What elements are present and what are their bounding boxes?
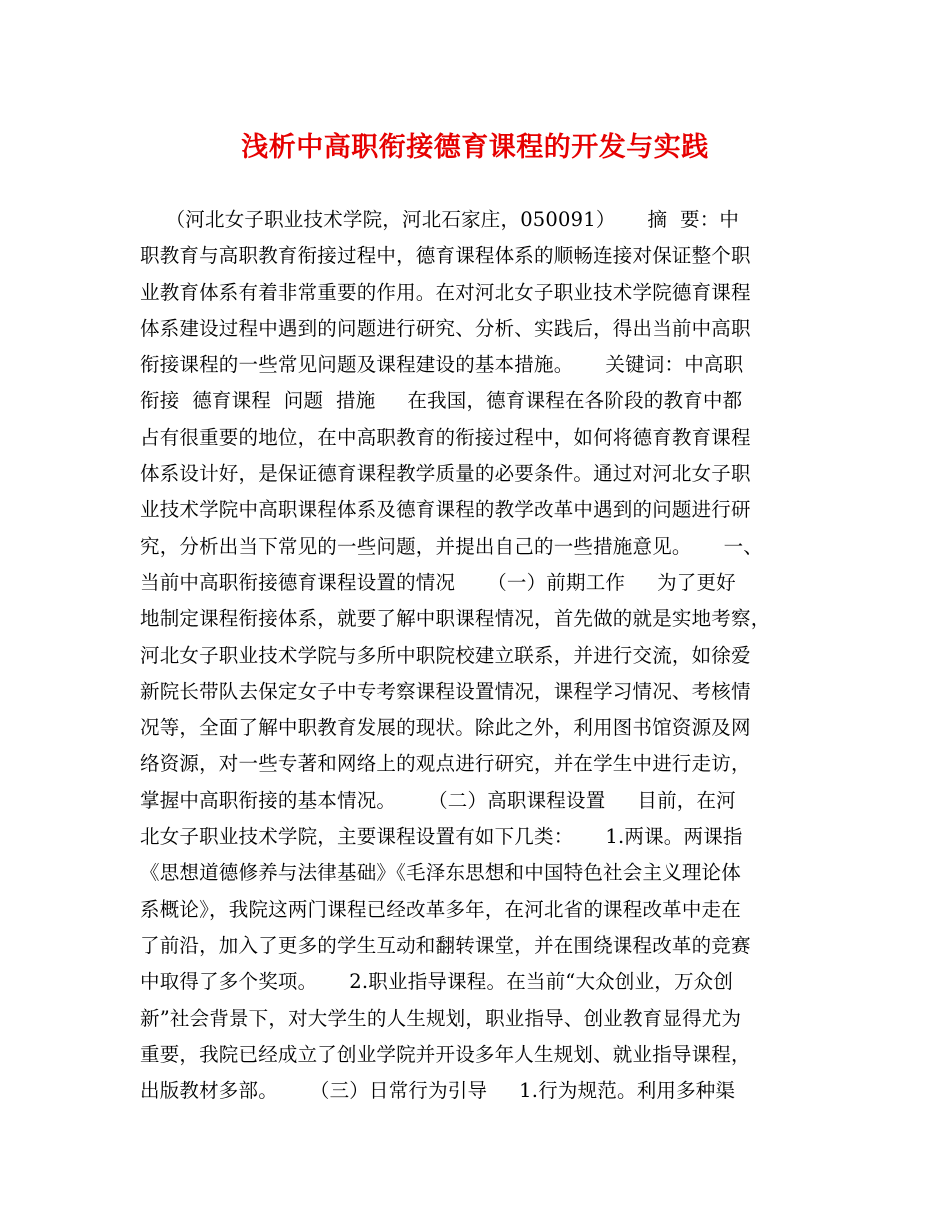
body-text-line: 出版教材多部。 （三）日常行为引导 1.行为规范。利用多种渠: [140, 1079, 736, 1103]
body-text-line: 北女子职业技术学院，主要课程设置有如下几类： 1.两课。两课指: [140, 825, 743, 849]
body-text-line: 当前中高职衔接德育课程设置的情况 （一）前期工作 为了更好: [140, 570, 736, 594]
body-text-line: 地制定课程衔接体系，就要了解中职课程情况，首先做的就是实地考察，: [140, 607, 771, 631]
body-text-line: 中取得了多个奖项。 2.职业指导课程。在当前“大众创业，万众创: [140, 970, 734, 994]
body-text-line: 了前沿，加入了更多的学生互动和翻转课堂，并在围绕课程改革的竞赛: [140, 933, 751, 957]
body-text-line: 系概论》，我院这两门课程已经改革多年，在河北省的课程改革中走在: [140, 897, 741, 921]
body-text-line: 体系建设过程中遇到的问题进行研究、分析、实践后，得出当前中高职: [140, 316, 751, 340]
body-text-line: 《思想道德修养与法律基础》《毛泽东思想和中国特色社会主义理论体: [140, 861, 741, 885]
body-text-line: 新院长带队去保定女子中专考察课程设置情况，课程学习情况、考核情: [140, 679, 751, 703]
body-text-line: 况等，全面了解中职教育发展的现状。除此之外，利用图书馆资源及网: [140, 716, 751, 740]
body-text-line: 络资源，对一些专著和网络上的观点进行研究，并在学生中进行走访，: [140, 752, 751, 776]
body-text-line: 河北女子职业技术学院与多所中职院校建立联系，并进行交流，如徐爱: [140, 643, 751, 667]
body-text-line: 衔接 德育课程 问题 措施 在我国，德育课程在各阶段的教育中都: [140, 389, 743, 413]
body-text-line: 体系设计好，是保证德育课程教学质量的必要条件。通过对河北女子职: [140, 462, 751, 486]
body-text-line: （河北女子职业技术学院，河北石家庄，050091） 摘 要：中: [140, 208, 740, 231]
body-text-line: 业教育体系有着非常重要的作用。在对河北女子职业技术学院德育课程: [140, 280, 751, 304]
body-text-line: 占有很重要的地位，在中高职教育的衔接过程中，如何将德育教育课程: [140, 425, 751, 449]
body-text-line: 新”社会背景下，对大学生的人生规划，职业指导、创业教育显得尤为: [140, 1006, 742, 1030]
body-text-line: 业技术学院中高职课程体系及德育课程的教学改革中遇到的问题进行研: [140, 498, 751, 522]
body-text-line: 究，分析出当下常见的一些问题，并提出自己的一些措施意见。 一、: [140, 534, 763, 558]
document-body: [140, 202, 830, 1109]
body-text-line: 重要，我院已经成立了创业学院并开设多年人生规划、就业指导课程，: [140, 1042, 751, 1066]
document-title: 浅析中高职衔接德育课程的开发与实践: [241, 132, 709, 163]
body-text-line: 衔接课程的一些常见问题及课程建设的基本措施。 关键词：中高职: [140, 353, 744, 377]
body-text-line: 职教育与高职教育衔接过程中，德育课程体系的顺畅连接对保证整个职: [140, 244, 751, 268]
body-text-line: 掌握中高职衔接的基本情况。 （二）高职课程设置 目前，在河: [140, 788, 736, 812]
